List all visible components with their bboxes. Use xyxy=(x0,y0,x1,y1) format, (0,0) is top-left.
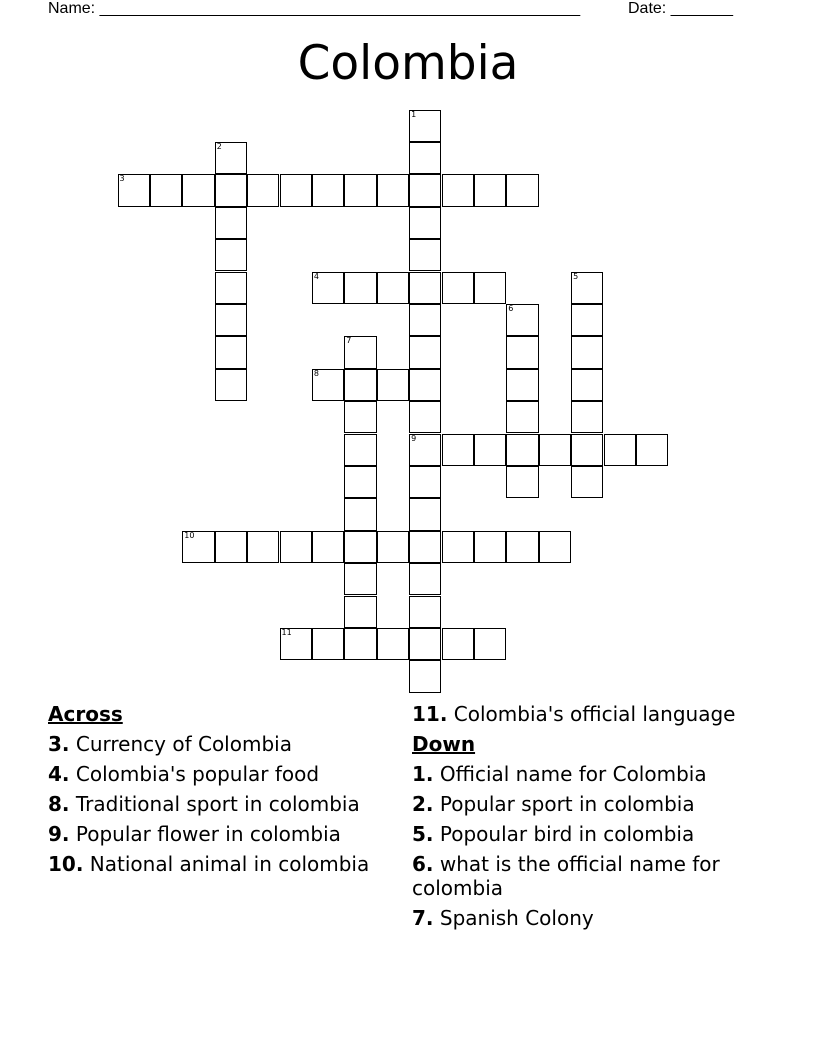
crossword-cell[interactable] xyxy=(539,531,571,563)
clue-text: Popular sport in colombia xyxy=(439,792,695,816)
crossword-cell[interactable] xyxy=(474,531,506,563)
crossword-cell[interactable] xyxy=(506,304,538,336)
crossword-cell[interactable] xyxy=(312,628,344,660)
crossword-cell[interactable] xyxy=(474,434,506,466)
crossword-cell[interactable] xyxy=(344,563,376,595)
clue-number: 7. xyxy=(412,906,434,930)
across-clue xyxy=(48,792,388,816)
clue-number: 5. xyxy=(412,822,434,846)
crossword-cell[interactable] xyxy=(409,207,441,239)
crossword-cell[interactable] xyxy=(506,531,538,563)
crossword-cell[interactable] xyxy=(409,142,441,174)
crossword-cell[interactable] xyxy=(215,239,247,271)
crossword-cell[interactable] xyxy=(344,434,376,466)
crossword-cell[interactable] xyxy=(312,531,344,563)
cell-number: 9 xyxy=(411,433,417,443)
clue-text: Currency of Colombia xyxy=(75,732,292,756)
crossword-cell[interactable] xyxy=(442,174,474,206)
crossword-cell[interactable] xyxy=(312,272,344,304)
clue-text: Popular flower in colombia xyxy=(75,822,341,846)
crossword-cell[interactable] xyxy=(506,369,538,401)
crossword-cell[interactable] xyxy=(377,174,409,206)
clue-number: 9. xyxy=(48,822,70,846)
crossword-cell[interactable] xyxy=(506,401,538,433)
cell-number: 10 xyxy=(184,530,195,540)
crossword-cell[interactable] xyxy=(215,531,247,563)
crossword-cell[interactable] xyxy=(409,434,441,466)
crossword-cell[interactable] xyxy=(409,336,441,368)
crossword-cell[interactable] xyxy=(344,401,376,433)
crossword-cell[interactable] xyxy=(571,369,603,401)
date-field: Date: _______ xyxy=(628,0,733,17)
cell-number: 6 xyxy=(508,303,514,313)
across-clue xyxy=(48,852,388,876)
crossword-cell[interactable] xyxy=(377,369,409,401)
name-field: Name: ______________________________________________________ xyxy=(48,0,581,17)
clue-text: Colombia's popular food xyxy=(75,762,320,786)
crossword-cell[interactable] xyxy=(571,434,603,466)
clue-number: 11. xyxy=(412,702,448,726)
clue-number: 1. xyxy=(412,762,434,786)
across-clue xyxy=(48,762,388,786)
crossword-cell[interactable] xyxy=(506,434,538,466)
crossword-cell[interactable] xyxy=(442,272,474,304)
clue-number: 6. xyxy=(412,852,434,876)
clue-text: Colombia's official language xyxy=(453,702,736,726)
across-clue xyxy=(48,732,388,756)
crossword-cell[interactable] xyxy=(409,110,441,142)
crossword-cell[interactable] xyxy=(215,336,247,368)
clue-text: Official name for Colombia xyxy=(439,762,707,786)
crossword-cell[interactable] xyxy=(506,466,538,498)
clue-number: 8. xyxy=(48,792,70,816)
crossword-cell[interactable] xyxy=(409,272,441,304)
cell-number: 7 xyxy=(346,336,352,346)
crossword-cell[interactable] xyxy=(215,304,247,336)
down-clue xyxy=(412,822,752,846)
crossword-cell[interactable] xyxy=(118,174,150,206)
clues-right-column xyxy=(412,702,752,936)
crossword-cell[interactable] xyxy=(377,531,409,563)
crossword-cell[interactable] xyxy=(506,336,538,368)
crossword-cell[interactable] xyxy=(344,466,376,498)
crossword-cell[interactable] xyxy=(474,174,506,206)
crossword-cell[interactable] xyxy=(409,531,441,563)
down-clue xyxy=(412,762,752,786)
crossword-cell[interactable] xyxy=(344,596,376,628)
crossword-cell[interactable] xyxy=(344,531,376,563)
crossword-cell[interactable] xyxy=(474,272,506,304)
crossword-cell[interactable] xyxy=(182,174,214,206)
crossword-cell[interactable] xyxy=(280,628,312,660)
crossword-cell[interactable] xyxy=(506,174,538,206)
cell-number: 5 xyxy=(573,271,579,281)
crossword-cell[interactable] xyxy=(604,434,636,466)
clue-text: National animal in colombia xyxy=(89,852,370,876)
crossword-cell[interactable] xyxy=(280,174,312,206)
crossword-cell[interactable] xyxy=(150,174,182,206)
cell-number: 3 xyxy=(119,174,125,184)
clue-text: Popoular bird in colombia xyxy=(439,822,695,846)
crossword-cell[interactable] xyxy=(571,304,603,336)
cell-number: 11 xyxy=(281,627,292,637)
crossword-cell[interactable] xyxy=(215,174,247,206)
crossword-cell[interactable] xyxy=(312,174,344,206)
crossword-cell[interactable] xyxy=(344,272,376,304)
crossword-cell[interactable] xyxy=(409,304,441,336)
clues-left-column xyxy=(48,702,388,882)
down-clue xyxy=(412,906,752,930)
crossword-cell[interactable] xyxy=(571,466,603,498)
crossword-cell[interactable] xyxy=(571,336,603,368)
crossword-cell[interactable] xyxy=(409,239,441,271)
crossword-cell[interactable] xyxy=(344,498,376,530)
across-heading: Across xyxy=(48,702,123,726)
crossword-cell[interactable] xyxy=(182,531,214,563)
across-clue xyxy=(412,702,752,726)
crossword-cell[interactable] xyxy=(409,401,441,433)
cell-number: 8 xyxy=(313,368,319,378)
crossword-cell[interactable] xyxy=(442,628,474,660)
clue-number: 4. xyxy=(48,762,70,786)
clue-text: what is the official name for colombia xyxy=(412,852,720,900)
clue-number: 3. xyxy=(48,732,70,756)
clue-text: Spanish Colony xyxy=(439,906,594,930)
crossword-cell[interactable] xyxy=(442,531,474,563)
across-clue xyxy=(48,822,388,846)
clue-text: Traditional sport in colombia xyxy=(75,792,360,816)
crossword-cell[interactable] xyxy=(247,531,279,563)
crossword-cell[interactable] xyxy=(215,207,247,239)
crossword-cell[interactable] xyxy=(247,174,279,206)
crossword-cell[interactable] xyxy=(377,272,409,304)
crossword-cell[interactable] xyxy=(215,142,247,174)
down-clue xyxy=(412,792,752,816)
crossword-cell[interactable] xyxy=(409,498,441,530)
crossword-cell[interactable] xyxy=(409,466,441,498)
crossword-cell[interactable] xyxy=(409,660,441,692)
down-clue xyxy=(412,852,752,900)
crossword-cell[interactable] xyxy=(377,628,409,660)
crossword-cell[interactable] xyxy=(344,174,376,206)
crossword-cell[interactable] xyxy=(312,369,344,401)
crossword-cell[interactable] xyxy=(409,563,441,595)
down-heading: Down xyxy=(412,732,476,756)
crossword-cell[interactable] xyxy=(474,628,506,660)
crossword-cell[interactable] xyxy=(344,369,376,401)
crossword-cell[interactable] xyxy=(409,369,441,401)
cell-number: 1 xyxy=(411,109,417,119)
crossword-cell[interactable] xyxy=(215,272,247,304)
crossword-cell[interactable] xyxy=(409,628,441,660)
page-title: Colombia xyxy=(297,36,519,91)
clue-number: 10. xyxy=(48,852,84,876)
crossword-cell[interactable] xyxy=(344,628,376,660)
crossword-cell[interactable] xyxy=(409,596,441,628)
cell-number: 4 xyxy=(313,271,319,281)
crossword-cell[interactable] xyxy=(215,369,247,401)
clue-number: 2. xyxy=(412,792,434,816)
crossword-cell[interactable] xyxy=(344,336,376,368)
crossword-cell[interactable] xyxy=(539,434,571,466)
crossword-cell[interactable] xyxy=(571,272,603,304)
crossword-cell[interactable] xyxy=(280,531,312,563)
crossword-cell[interactable] xyxy=(571,401,603,433)
crossword-cell[interactable] xyxy=(409,174,441,206)
crossword-cell[interactable] xyxy=(636,434,668,466)
crossword-cell[interactable] xyxy=(442,434,474,466)
cell-number: 2 xyxy=(216,141,222,151)
